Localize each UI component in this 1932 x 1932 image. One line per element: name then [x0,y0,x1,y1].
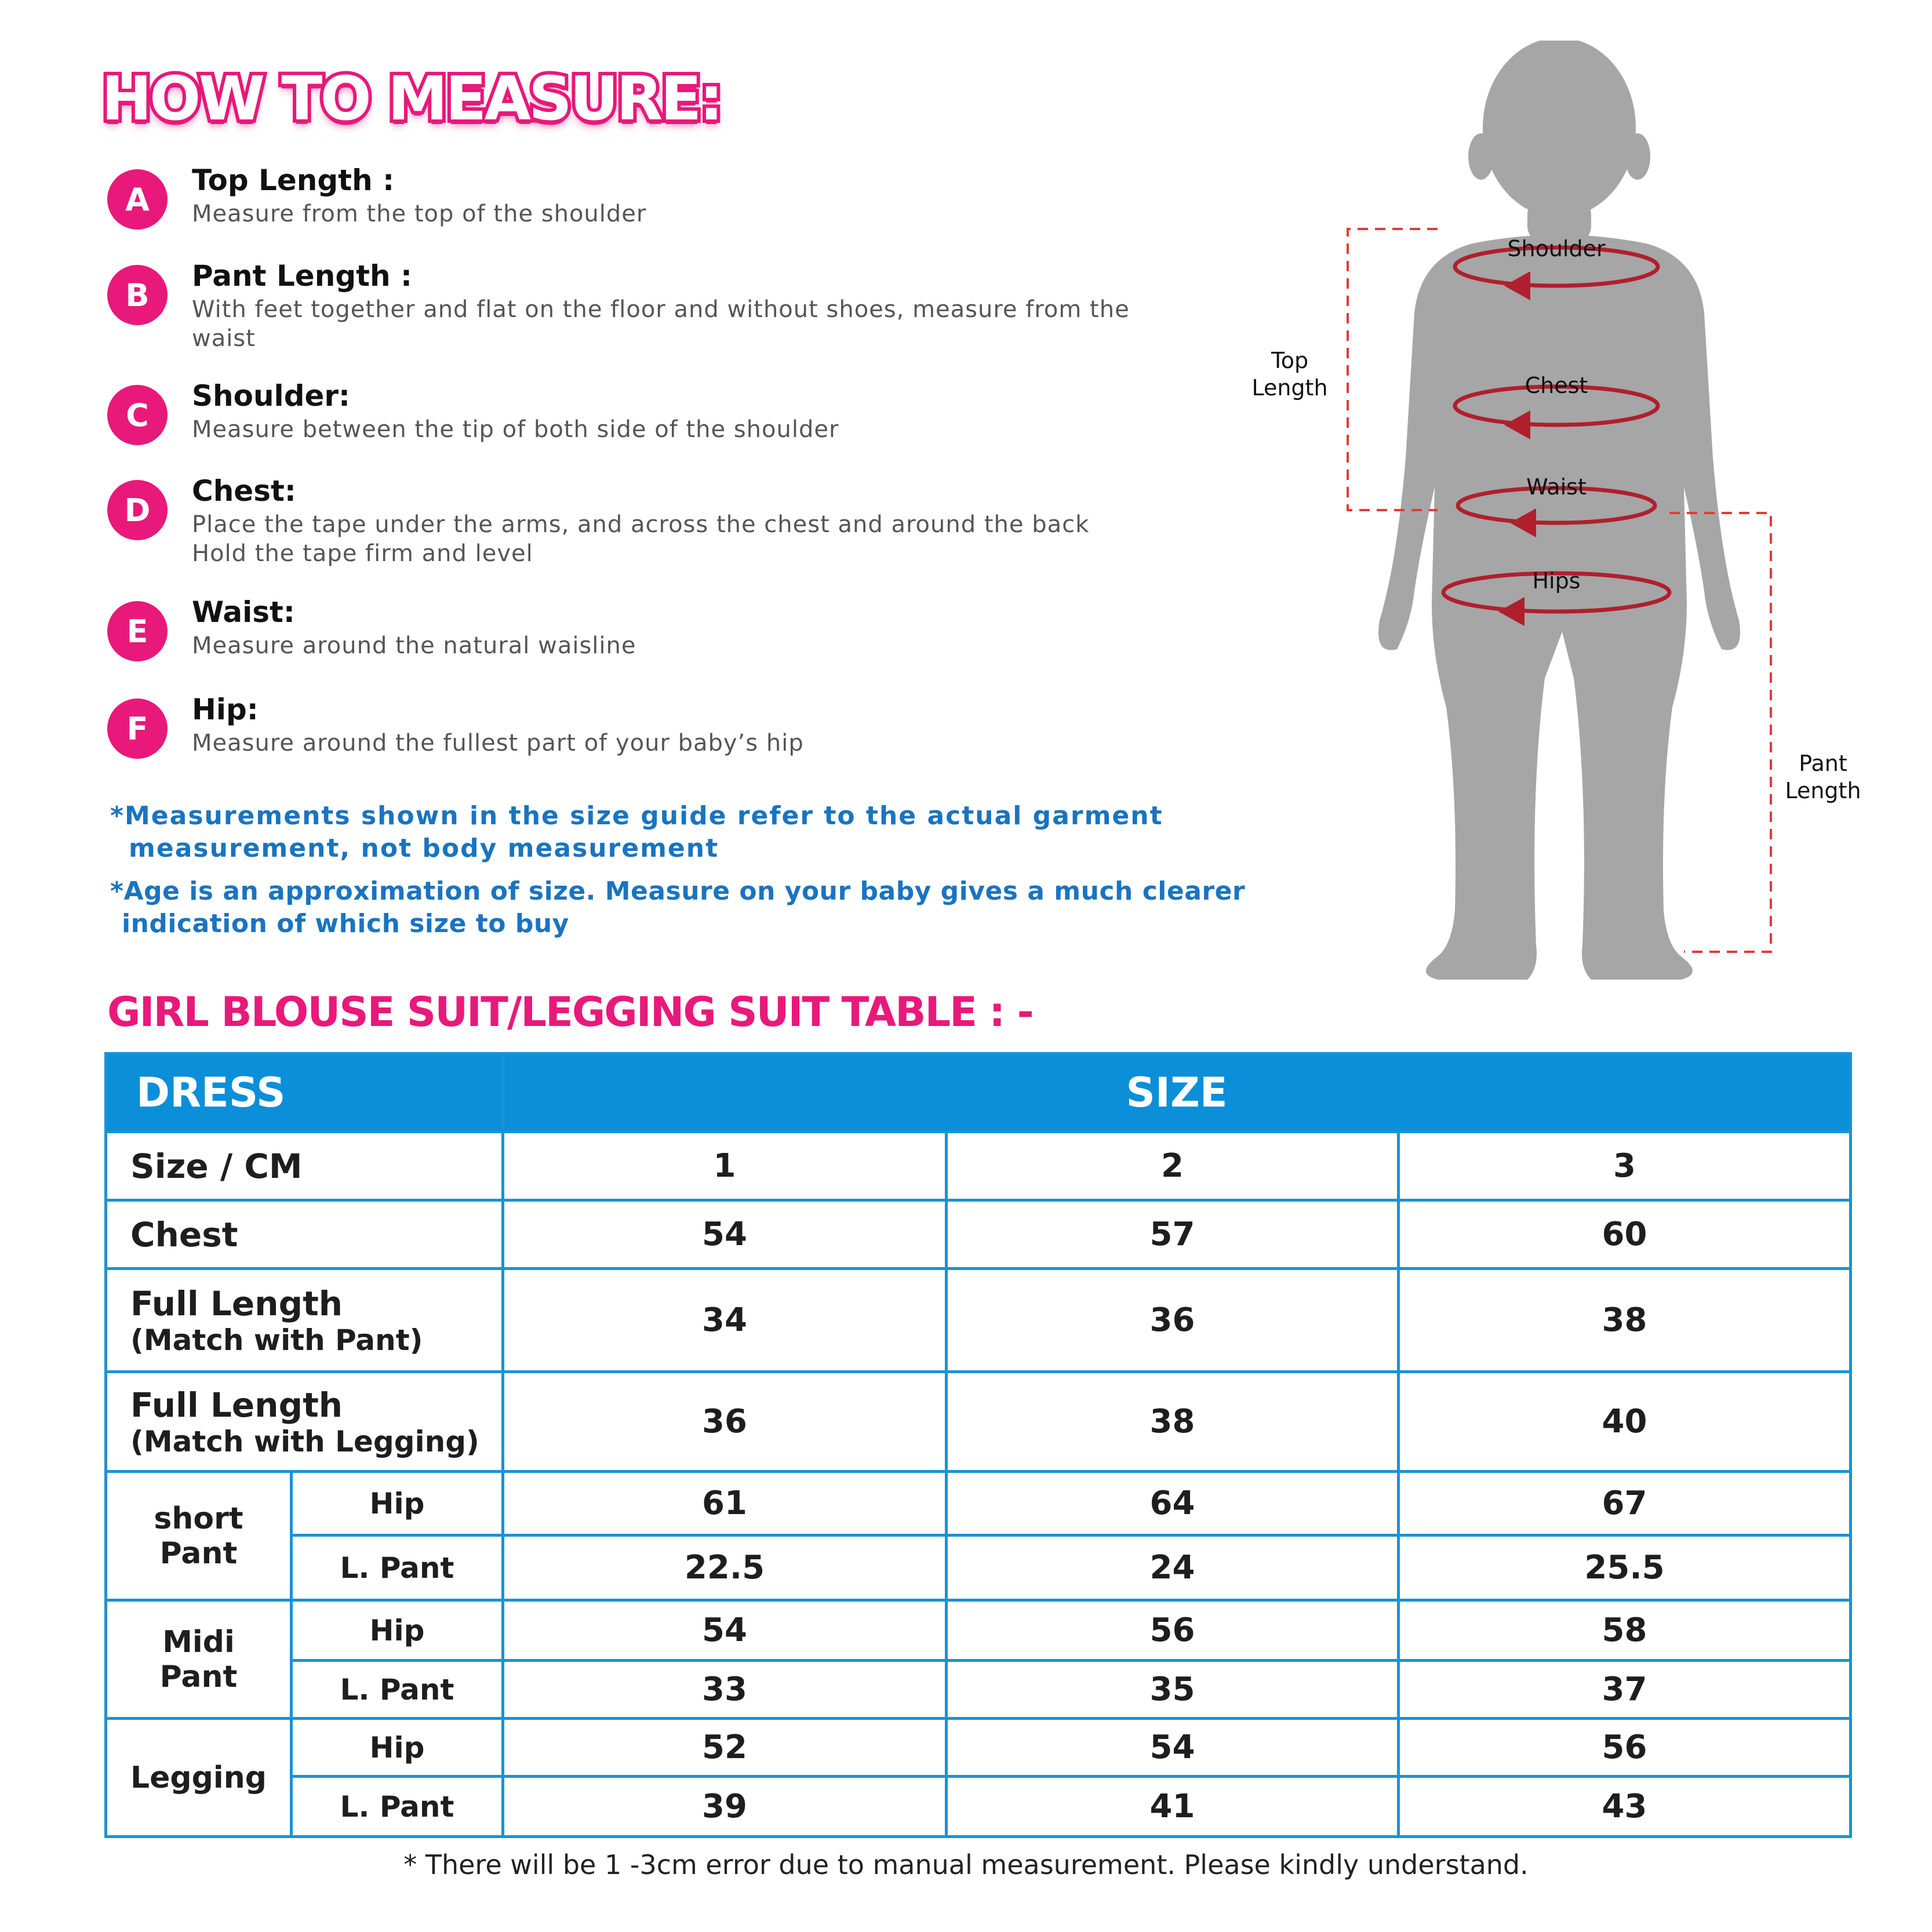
group-label-legging [106,1719,292,1837]
table-row-size [106,1132,1851,1200]
group-label-midi-pant [106,1600,292,1719]
sub-label-hip: Hip [292,1719,503,1777]
step-description: Measure around the natural waisline [192,632,636,659]
table-cell: 58 [1399,1600,1851,1661]
group-label-line: Pant [159,1536,238,1571]
table-cell: 60 [1399,1200,1851,1269]
note-garment-measurement [110,800,1163,865]
step-description: With feet together and flat on the floor and without shoes, measure from the waist [192,296,1130,352]
label-pant-length-line1: Pant [1799,751,1847,776]
table-cell: 38 [1399,1269,1851,1372]
sub-label-lpant: L. Pant [292,1777,503,1837]
table-cell: 36 [947,1269,1399,1372]
group-label-line: Pant [159,1659,238,1694]
label-shoulder: Shoulder [1507,236,1606,261]
label-top-length-line2: Length [1251,375,1328,401]
row-label-main: Full Length [130,1283,343,1323]
sub-label-hip: Hip [292,1472,503,1536]
child-measurement-figure [1240,41,1907,1026]
row-label-sub: (Match with Pant) [130,1323,423,1357]
row-label-sub: (Match with Legging) [130,1424,479,1458]
table-cell: 35 [947,1661,1399,1719]
row-label [106,1269,503,1372]
table-cell: 37 [1399,1661,1851,1719]
table-cell: 41 [947,1777,1399,1837]
table-cell: 43 [1399,1777,1851,1837]
table-cell: 22.5 [503,1536,947,1600]
row-label: Chest [106,1200,503,1269]
header-dress: DRESS [106,1054,503,1132]
row-label: Size / CM [106,1132,503,1200]
table-cell: 40 [1399,1372,1851,1472]
table-header-row [106,1054,1851,1132]
row-label [106,1372,503,1472]
table-cell: 56 [1399,1719,1851,1777]
table-row-midi-pant-hip [106,1600,1851,1661]
sub-label-lpant: L. Pant [292,1536,503,1600]
step-letter-badge: E [107,601,168,661]
table-cell: 54 [947,1719,1399,1777]
table-row-legging-hip [106,1719,1851,1777]
label-chest: Chest [1525,373,1588,398]
step-title: Shoulder: [192,379,351,413]
table-cell: 56 [947,1600,1399,1661]
label-pant-length-line2: Length [1785,778,1861,803]
table-row-chest [106,1200,1851,1269]
table-row-short-pant-hip [106,1472,1851,1536]
table-cell: 25.5 [1399,1536,1851,1600]
step-letter-badge: F [107,698,168,759]
table-title: GIRL BLOUSE SUIT/LEGGING SUIT TABLE : - [107,988,1033,1036]
sub-label-hip: Hip [292,1600,503,1661]
table-cell: 34 [503,1269,947,1372]
table-cell: 61 [503,1472,947,1536]
table-cell: 39 [503,1777,947,1837]
table-cell: 24 [947,1536,1399,1600]
note-line: indication of which size to buy [122,909,569,938]
sub-label-lpant: L. Pant [292,1661,503,1719]
table-row-legging-length [106,1777,1851,1837]
note-line: measurement, not body measurement [129,834,719,863]
table-cell: 67 [1399,1472,1851,1536]
table-cell: 54 [503,1200,947,1269]
table-cell: 38 [947,1372,1399,1472]
note-line: *Age is an approximation of size. Measure on your baby gives a much clearer [110,876,1246,906]
step-letter-badge: B [107,265,168,325]
step-description: Measure between the tip of both side of the shoulder [192,416,839,443]
size-table [104,1052,1852,1838]
row-label-main: Full Length [130,1385,343,1425]
step-description: Place the tape under the arms, and across the chest and around the back Hold the tape firm and level [192,511,1090,567]
step-letter-badge: C [107,385,168,445]
table-cell: 57 [947,1200,1399,1269]
footnote: * There will be 1 -3cm error due to manual measurement. Please kindly understand. [403,1849,1529,1880]
label-hips: Hips [1532,568,1581,594]
group-label-short-pant [106,1472,292,1600]
table-cell: 54 [503,1600,947,1661]
step-title: Chest: [192,474,296,508]
step-title: Waist: [192,595,295,629]
group-label-line: Legging [130,1760,267,1795]
note-line: *Measurements shown in the size guide refer to the actual garment [110,801,1163,831]
step-description: Measure from the top of the shoulder [192,201,647,227]
heading-wrap [101,61,721,136]
step-title: Hip: [192,693,259,726]
table-row-full-length-pant [106,1269,1851,1372]
table-cell: 36 [503,1372,947,1472]
page-title: HOW TO MEASURE: [101,63,722,134]
table-cell: 33 [503,1661,947,1719]
group-label-line: short [154,1501,243,1536]
label-top-length-line1: Top [1271,348,1309,373]
size-value: 3 [1399,1132,1851,1200]
step-title: Top Length : [192,163,395,197]
table-cell: 64 [947,1472,1399,1536]
table-row-full-length-legging [106,1372,1851,1472]
step-title: Pant Length : [192,259,413,293]
step-letter-badge: D [107,480,168,540]
group-label-line: Midi [162,1624,235,1660]
size-value: 1 [503,1132,947,1200]
label-waist: Waist [1526,474,1587,500]
header-size: SIZE [503,1054,1851,1132]
table-cell: 52 [503,1719,947,1777]
table-row-short-pant-length [106,1536,1851,1600]
note-age-approximation [110,875,1245,940]
table-row-midi-pant-length [106,1661,1851,1719]
step-description: Measure around the fullest part of your baby’s hip [192,730,804,756]
size-value: 2 [947,1132,1399,1200]
step-letter-badge: A [107,169,168,230]
